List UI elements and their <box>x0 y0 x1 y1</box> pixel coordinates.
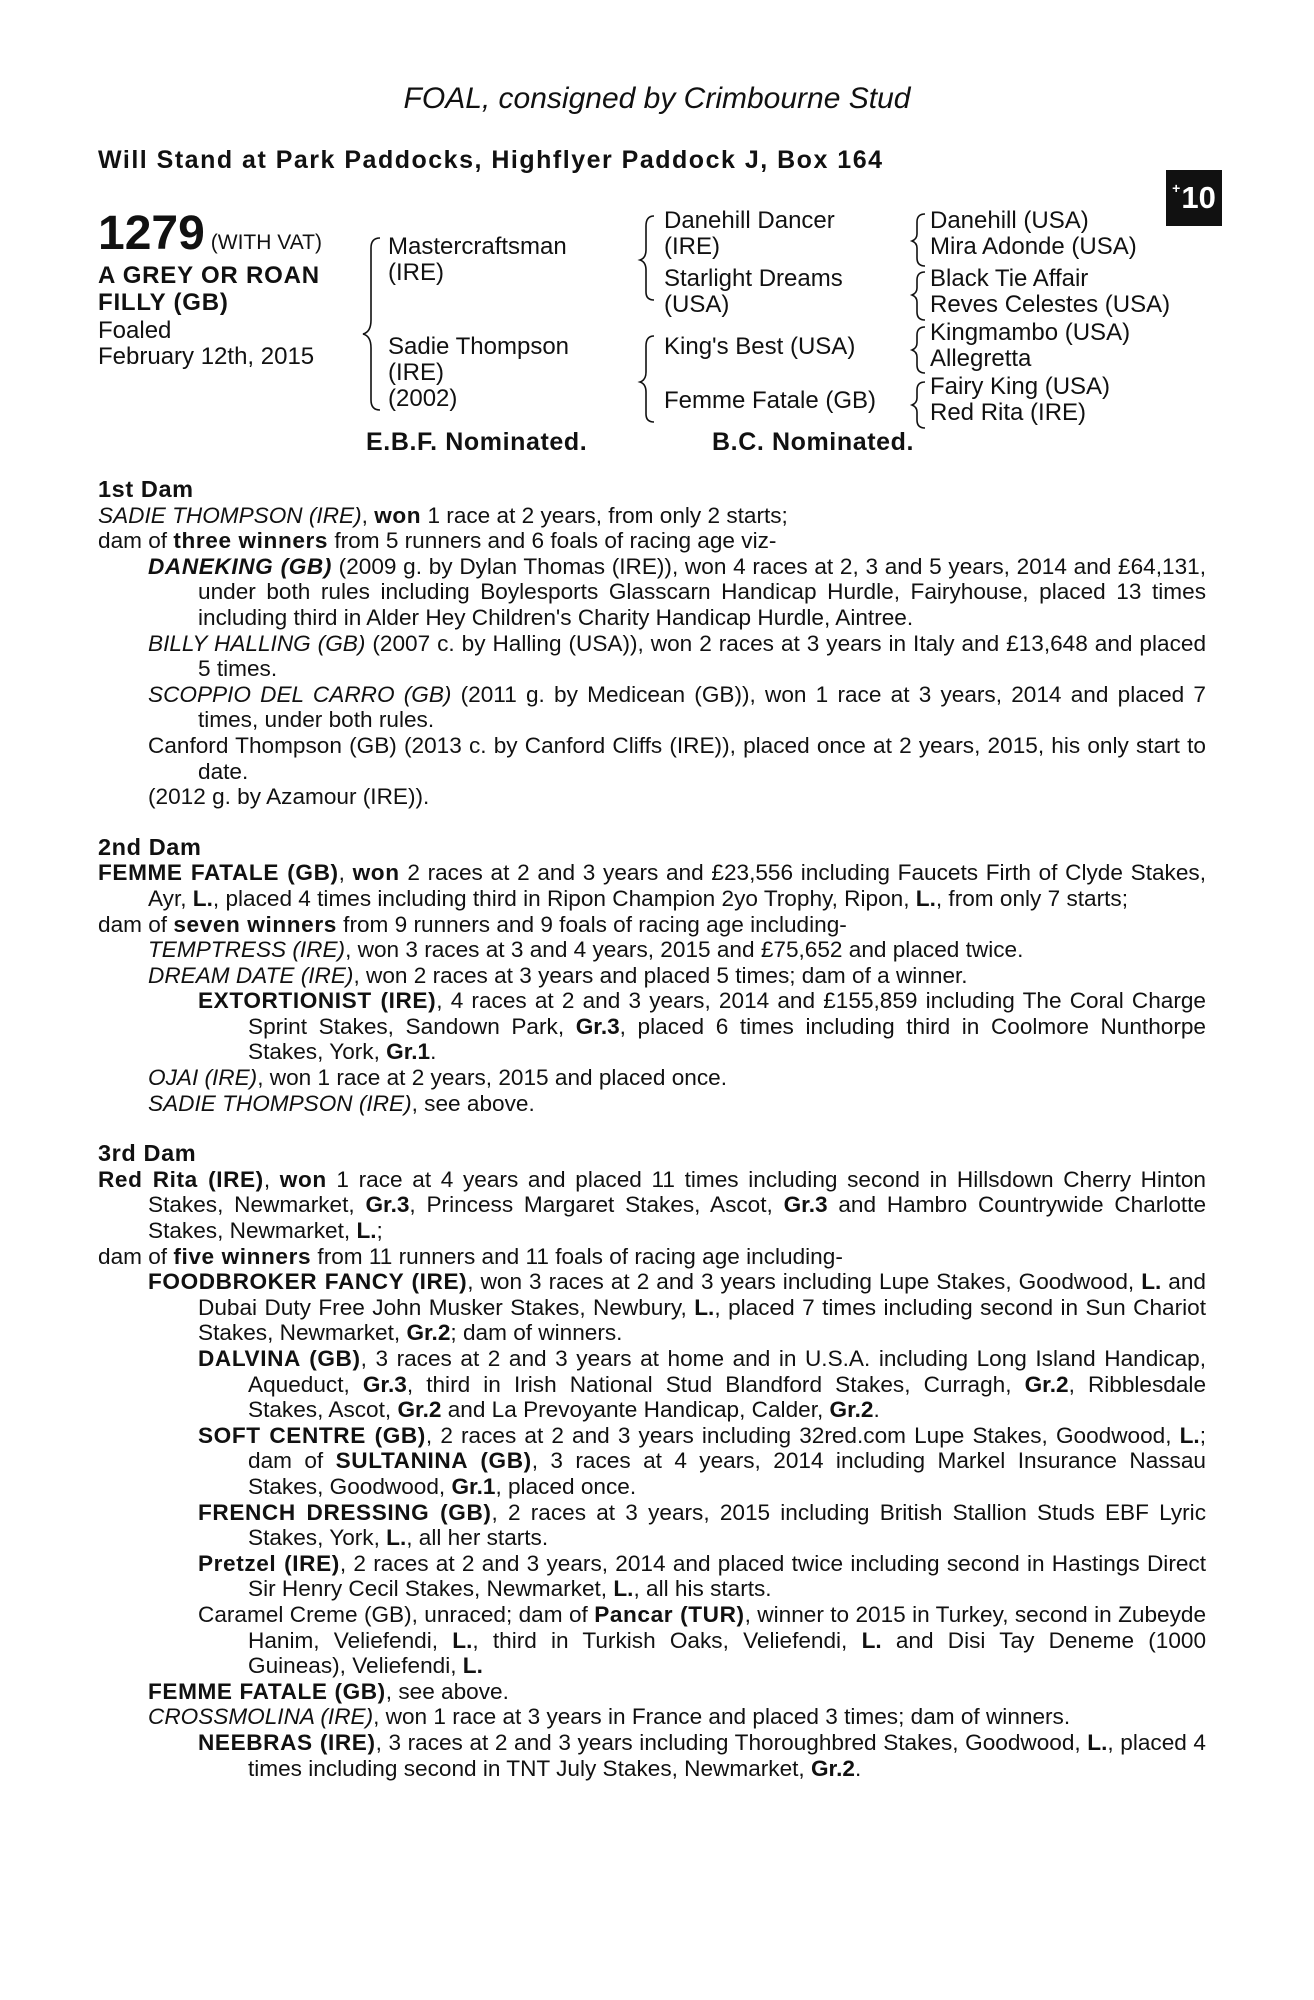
horse-french-dressing: FRENCH DRESSING (GB) <box>198 1499 492 1525</box>
foaled-date: February 12th, 2015 <box>98 343 315 370</box>
pedigree-g1: Danehill (USA) <box>930 207 1089 234</box>
ebf-nominated: E.B.F. Nominated. <box>366 428 588 456</box>
produce-scoppio: SCOPPIO DEL CARRO (GB) (2011 g. by Medicean (GB)), won 1 race at 3 years, 2014 and placed 7 times, under both rules. <box>148 681 1206 733</box>
horse-sultanina: SULTANINA (GB) <box>335 1448 532 1474</box>
pedigree-g2: Mira Adonde (USA) <box>930 233 1137 260</box>
produce-extortionist: EXTORTIONIST (IRE), 4 races at 2 and 3 years, 2014 and £155,859 including The Coral Charge Sprint Stakes, Sandown Park, Gr.3, placed 6 times including third in Coolmore Nunthorpe Stakes, York, Gr.1. <box>198 988 1206 1065</box>
pedigree-g5: Kingmambo (USA) <box>930 319 1131 346</box>
produce-pretzel: Pretzel (IRE), 2 races at 2 and 3 years, 2014 and placed twice including second in Hastings Direct Sir Henry Cecil Stakes, Newmarket, L., all his starts. <box>198 1550 1206 1602</box>
horse-soft-centre: SOFT CENTRE (GB) <box>198 1422 426 1448</box>
lot-number: 1279 <box>98 207 205 260</box>
sire-sire-country: (IRE) <box>664 233 720 260</box>
catalogue-body <box>98 477 1206 1781</box>
pedigree-g4: Reves Celestes (USA) <box>930 291 1171 318</box>
produce-french-dressing: FRENCH DRESSING (GB), 2 races at 3 years, 2015 including British Stallion Studs EBF Lyric Stakes, York, L., all her starts. <box>198 1499 1206 1551</box>
second-dam-produce-summary: dam of seven winners from 9 runners and 9 foals of racing age including- <box>98 911 847 937</box>
third-dam-produce-summary: dam of five winners from 11 runners and 11 foals of racing age including- <box>98 1243 843 1269</box>
produce-temptress: TEMPTRESS (IRE), won 3 races at 3 and 4 years, 2015 and £75,652 and placed twice. <box>148 937 1024 963</box>
pedigree-g7: Fairy King (USA) <box>930 373 1111 400</box>
second-dam-summary: FEMME FATALE (GB), won 2 races at 2 and 3 years and £23,556 including Faucets Firth of Clyde Stakes, Ayr, L., placed 4 times including third in Ripon Champion 2yo Trophy, Ripon, L., from only 7 starts; <box>98 860 1206 911</box>
brace-g34 <box>912 272 925 320</box>
produce-caramel-creme: Caramel Creme (GB), unraced; dam of Pancar (TUR), winner to 2015 in Turkey, second in Zubeyde Hanim, Veliefendi, L., third in Turkish Oaks, Veliefendi, L. and Disi Tay Deneme (1000 Guineas), Veliefendi, L. <box>198 1601 1207 1679</box>
pedigree-sire <box>388 234 567 286</box>
sire-country: (IRE) <box>388 259 444 286</box>
bc-nominated: B.C. Nominated. <box>712 428 915 456</box>
pedigree-dam-sire: King's Best (USA) <box>664 333 856 360</box>
pedigree-g6: Allegretta <box>930 345 1032 372</box>
produce-dream-date: DREAM DATE (IRE), won 2 races at 3 years and placed 5 times; dam of a winner. <box>148 962 968 988</box>
horse-foodbroker-fancy: FOODBROKER FANCY (IRE) <box>148 1269 468 1295</box>
produce-2012-gelding: (2012 g. by Azamour (IRE)). <box>148 784 430 810</box>
produce-neebras: NEEBRAS (IRE), 3 races at 2 and 3 years including Thoroughbred Stakes, Goodwood, L., placed 4 times including second in TNT July Stakes, Newmarket, Gr.2. <box>198 1729 1206 1781</box>
horse-daneking: DANEKING (GB) <box>148 553 332 579</box>
pedigree-g8: Red Rita (IRE) <box>930 399 1087 426</box>
horse-dalvina: DALVINA (GB) <box>198 1346 361 1371</box>
produce-femme-fatale: FEMME FATALE (GB), see above. <box>148 1678 509 1704</box>
horse-billy-halling: BILLY HALLING (GB) <box>148 630 366 656</box>
badge-plus: + <box>1172 180 1181 196</box>
produce-foodbroker-fancy: FOODBROKER FANCY (IRE), won 3 races at 2 and 3 years including Lupe Stakes, Goodwood, L. and Dubai Duty Free John Musker Stakes, Newbury, L., placed 7 times including second in Sun Chariot Stakes, Newmarket, Gr.2; dam of winners. <box>148 1269 1207 1346</box>
third-dam-heading: 3rd Dam <box>98 1140 197 1167</box>
third-dam-name: Red Rita (IRE) <box>98 1166 264 1192</box>
first-dam-name: SADIE THOMPSON (IRE) <box>98 502 362 528</box>
horse-temptress: TEMPTRESS (IRE) <box>148 937 346 963</box>
dam-name: Sadie Thompson <box>388 333 570 360</box>
brace-dam <box>640 336 654 422</box>
second-dam-heading: 2nd Dam <box>98 833 202 860</box>
horse-femme-fatale: FEMME FATALE (GB) <box>148 1678 386 1704</box>
first-dam-produce-summary: dam of three winners from 5 runners and 6 foals of racing age viz- <box>98 528 777 554</box>
first-dam-summary: SADIE THOMPSON (IRE), won 1 race at 2 years, from only 2 starts; <box>98 502 788 528</box>
pedigree-sire-dam <box>664 266 843 318</box>
foaled-label: Foaled <box>98 317 172 344</box>
vat-note: (WITH VAT) <box>210 231 322 254</box>
brace-g78 <box>912 382 925 428</box>
dam-year: (2002) <box>388 385 458 412</box>
sire-dam-country: (USA) <box>664 291 730 318</box>
desc-line-2: FILLY (GB) <box>98 289 229 316</box>
sire-sire-name: Danehill Dancer <box>664 207 835 234</box>
horse-dream-date: DREAM DATE (IRE) <box>148 962 354 988</box>
horse-sadie-thompson: SADIE THOMPSON (IRE) <box>148 1090 412 1116</box>
produce-canford-thompson: Canford Thompson (GB) (2013 c. by Canford Cliffs (IRE)), placed once at 2 years, 2015, his only start to date. <box>148 732 1206 784</box>
horse-neebras: NEEBRAS (IRE) <box>198 1729 376 1755</box>
produce-sadie-thompson: SADIE THOMPSON (IRE), see above. <box>148 1090 535 1116</box>
pedigree-dam-dam: Femme Fatale (GB) <box>664 387 877 414</box>
pedigree-sire-sire <box>664 208 835 260</box>
second-dam-name: FEMME FATALE (GB) <box>98 860 339 886</box>
produce-daneking: DANEKING (GB) (2009 g. by Dylan Thomas (IRE)), won 4 races at 2, 3 and 5 years, 2014 and £64,131, under both rules including Boylesports Glasscarn Handicap Hurdle, Fairyhouse, placed 13 times including third in Alder Hey Children's Charity Handicap Hurdle, Aintree. <box>148 553 1206 630</box>
first-dam-heading: 1st Dam <box>98 476 194 502</box>
horse-pancar: Pancar (TUR) <box>594 1601 745 1627</box>
sire-name: Mastercraftsman <box>388 233 567 260</box>
consignor-line: FOAL, consigned by Crimbourne Stud <box>403 82 911 115</box>
produce-billy-halling: BILLY HALLING (GB) (2007 c. by Halling (USA)), won 2 races at 3 years in Italy and £13,648 and placed 5 times. <box>148 630 1207 682</box>
dam-country: (IRE) <box>388 359 444 386</box>
horse-ojai: OJAI (IRE) <box>148 1065 258 1091</box>
brace-g12 <box>912 214 925 266</box>
horse-extortionist: EXTORTIONIST (IRE) <box>198 988 437 1014</box>
badge-number: 10 <box>1181 180 1216 215</box>
horse-pretzel: Pretzel (IRE) <box>198 1550 340 1576</box>
pedigree-braces <box>0 0 1314 460</box>
produce-ojai: OJAI (IRE), won 1 race at 2 years, 2015 and placed once. <box>148 1065 727 1091</box>
produce-dalvina: DALVINA (GB), 3 races at 2 and 3 years at home and in U.S.A. including Long Island Handicap, Aqueduct, Gr.3, third in Irish National Stud Blandford Stakes, Curragh, Gr.2, Ribblesdale Stakes, Ascot, Gr.2 and La Prevoyante Handicap, Calder, Gr.2. <box>198 1346 1207 1423</box>
brace-main <box>363 238 380 410</box>
horse-crossmolina: CROSSMOLINA (IRE) <box>148 1704 374 1730</box>
sire-dam-name: Starlight Dreams <box>664 265 843 292</box>
pedigree-g3: Black Tie Affair <box>930 265 1089 292</box>
pedigree-dam <box>388 334 569 412</box>
stand-location: Will Stand at Park Paddocks, Highflyer Paddock J, Box 164 <box>98 146 884 174</box>
third-dam-summary: Red Rita (IRE), won 1 race at 4 years and placed 11 times including second in Hillsdown Cherry Hinton Stakes, Newmarket, Gr.3, Princess Margaret Stakes, Ascot, Gr.3 and Hambro Countrywide Charlotte Stakes, Newmarket, L.; <box>98 1166 1207 1244</box>
produce-soft-centre: SOFT CENTRE (GB), 2 races at 2 and 3 years including 32red.com Lupe Stakes, Goodwood, L.; dam of SULTANINA (GB), 3 races at 4 years, 2014 including Markel Insurance Nassau Stakes, Goodwood, Gr.1, placed once. <box>198 1422 1206 1499</box>
desc-line-1: A GREY OR ROAN <box>98 262 320 289</box>
produce-crossmolina: CROSSMOLINA (IRE), won 1 race at 3 years in France and placed 3 times; dam of winners. <box>148 1704 1071 1730</box>
brace-sire <box>640 216 654 300</box>
brace-g56 <box>912 327 925 373</box>
horse-scoppio-del-carro: SCOPPIO DEL CARRO (GB) <box>148 681 452 707</box>
